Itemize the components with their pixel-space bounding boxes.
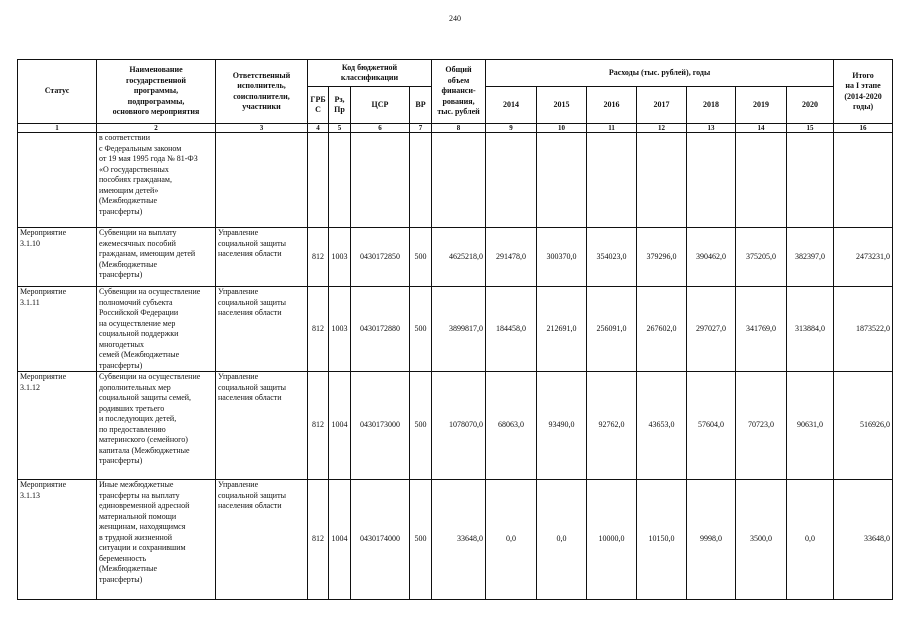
header-csr: ЦСР (351, 87, 410, 124)
header-total-volume: Общий объем финанси- рования, тыс. рублей (432, 60, 486, 124)
header-name: Наименование государственной программы, подпрограммы, основного мероприятия (97, 60, 216, 124)
header-year: 2019 (736, 87, 787, 124)
row-name: в соответствии с Федеральным законом от 19 мая 1995 года № 81-ФЗ «О государственных пособиях гражданам, имеющим детей» (Межбюджетные трансферты) (97, 133, 216, 228)
row-grbs (308, 133, 329, 228)
row-status: Мероприятие 3.1.12 (18, 372, 97, 480)
column-number: 7 (410, 124, 432, 133)
row-responsible: Управление социальной защиты населения области (216, 228, 308, 287)
row-year-value: 184458,0 (486, 287, 537, 372)
header-itogo: Итого на I этапе (2014-2020 годы) (834, 60, 893, 124)
row-year-value (537, 133, 587, 228)
row-csr: 0430173000 (351, 372, 410, 480)
row-year-value: 390462,0 (687, 228, 736, 287)
row-year-value: 382397,0 (787, 228, 834, 287)
row-year-value: 379296,0 (637, 228, 687, 287)
row-year-value: 3500,0 (736, 480, 787, 600)
header-year: 2016 (587, 87, 637, 124)
row-vr: 500 (410, 287, 432, 372)
column-number: 11 (587, 124, 637, 133)
column-number: 14 (736, 124, 787, 133)
row-itogo: 2473231,0 (834, 228, 893, 287)
row-year-value (486, 133, 537, 228)
row-year-value: 354023,0 (587, 228, 637, 287)
row-year-value (787, 133, 834, 228)
header-expenses: Расходы (тыс. рублей), годы (486, 60, 834, 87)
row-year-value: 256091,0 (587, 287, 637, 372)
row-year-value: 0,0 (486, 480, 537, 600)
row-itogo (834, 133, 893, 228)
header-row-1 (18, 60, 893, 87)
column-number: 12 (637, 124, 687, 133)
row-status (18, 133, 97, 228)
row-rzpr: 1003 (329, 228, 351, 287)
row-year-value: 9998,0 (687, 480, 736, 600)
row-total: 4625218,0 (432, 228, 486, 287)
row-year-value: 43653,0 (637, 372, 687, 480)
header-vr: ВР (410, 87, 432, 124)
row-name: Субвенции на осуществление полномочий субъекта Российской Федерации на осуществление мер социальной поддержки многодетных семей (Межбюджетные трансферты) (97, 287, 216, 372)
row-grbs: 812 (308, 372, 329, 480)
row-year-value: 267602,0 (637, 287, 687, 372)
column-number: 4 (308, 124, 329, 133)
header-year: 2017 (637, 87, 687, 124)
row-year-value (736, 133, 787, 228)
column-number: 13 (687, 124, 736, 133)
row-year-value: 0,0 (787, 480, 834, 600)
row-year-value: 212691,0 (537, 287, 587, 372)
row-status: Мероприятие 3.1.11 (18, 287, 97, 372)
row-year-value: 90631,0 (787, 372, 834, 480)
column-number: 9 (486, 124, 537, 133)
row-csr: 0430174000 (351, 480, 410, 600)
budget-table (17, 59, 893, 600)
column-number: 1 (18, 124, 97, 133)
column-numbers-row (18, 124, 893, 133)
header-grbs: ГРБ С (308, 87, 329, 124)
header-year: 2014 (486, 87, 537, 124)
row-csr: 0430172850 (351, 228, 410, 287)
row-total (432, 133, 486, 228)
header-budget-code: Код бюджетной классификации (308, 60, 432, 87)
table-row (18, 372, 893, 480)
column-number: 8 (432, 124, 486, 133)
row-responsible: Управление социальной защиты населения области (216, 372, 308, 480)
row-year-value (587, 133, 637, 228)
header-year: 2020 (787, 87, 834, 124)
header-status: Статус (18, 60, 97, 124)
row-responsible: Управление социальной защиты населения области (216, 287, 308, 372)
row-vr: 500 (410, 372, 432, 480)
table-row (18, 133, 893, 228)
row-year-value: 341769,0 (736, 287, 787, 372)
row-grbs: 812 (308, 480, 329, 600)
row-year-value: 92762,0 (587, 372, 637, 480)
row-year-value: 297027,0 (687, 287, 736, 372)
column-number: 16 (834, 124, 893, 133)
row-status: Мероприятие 3.1.13 (18, 480, 97, 600)
row-responsible: Управление социальной защиты населения области (216, 480, 308, 600)
row-itogo: 516926,0 (834, 372, 893, 480)
row-vr: 500 (410, 480, 432, 600)
row-year-value: 0,0 (537, 480, 587, 600)
page-number: 240 (449, 14, 461, 23)
row-grbs: 812 (308, 287, 329, 372)
row-year-value: 300370,0 (537, 228, 587, 287)
row-total: 33648,0 (432, 480, 486, 600)
row-year-value: 68063,0 (486, 372, 537, 480)
column-number: 10 (537, 124, 587, 133)
row-csr (351, 133, 410, 228)
row-rzpr: 1004 (329, 372, 351, 480)
row-name: Субвенции на осуществление дополнительных мер социальной защиты семей, родивших третьего и последующих детей, по предоставлению материнского (семейного) капитала (Межбюджетные трансферты) (97, 372, 216, 480)
row-responsible (216, 133, 308, 228)
column-number: 15 (787, 124, 834, 133)
row-grbs: 812 (308, 228, 329, 287)
table-row (18, 228, 893, 287)
row-csr: 0430172880 (351, 287, 410, 372)
row-year-value: 10150,0 (637, 480, 687, 600)
row-year-value: 291478,0 (486, 228, 537, 287)
row-rzpr (329, 133, 351, 228)
row-year-value (687, 133, 736, 228)
row-name: Субвенции на выплату ежемесячных пособий гражданам, имеющим детей (Межбюджетные трансферты) (97, 228, 216, 287)
column-number: 3 (216, 124, 308, 133)
header-year: 2015 (537, 87, 587, 124)
row-year-value: 57604,0 (687, 372, 736, 480)
row-name: Иные межбюджетные трансферты на выплату единовременной адресной материальной помощи женщинам, находящимся в трудной жизненной ситуации и сохранившим беременность (Межбюджетные трансферты) (97, 480, 216, 600)
row-total: 3899817,0 (432, 287, 486, 372)
row-year-value: 313884,0 (787, 287, 834, 372)
header-rzpr: Рз, Пр (329, 87, 351, 124)
row-itogo: 33648,0 (834, 480, 893, 600)
row-rzpr: 1004 (329, 480, 351, 600)
row-rzpr: 1003 (329, 287, 351, 372)
header-responsible: Ответственный исполнитель, соисполнители, участники (216, 60, 308, 124)
row-year-value: 70723,0 (736, 372, 787, 480)
table-row (18, 287, 893, 372)
row-year-value: 375205,0 (736, 228, 787, 287)
table-row (18, 480, 893, 600)
row-vr: 500 (410, 228, 432, 287)
row-total: 1078070,0 (432, 372, 486, 480)
row-itogo: 1873522,0 (834, 287, 893, 372)
column-number: 2 (97, 124, 216, 133)
row-vr (410, 133, 432, 228)
row-year-value: 10000,0 (587, 480, 637, 600)
column-number: 5 (329, 124, 351, 133)
row-status: Мероприятие 3.1.10 (18, 228, 97, 287)
row-year-value (637, 133, 687, 228)
column-number: 6 (351, 124, 410, 133)
header-year: 2018 (687, 87, 736, 124)
row-year-value: 93490,0 (537, 372, 587, 480)
